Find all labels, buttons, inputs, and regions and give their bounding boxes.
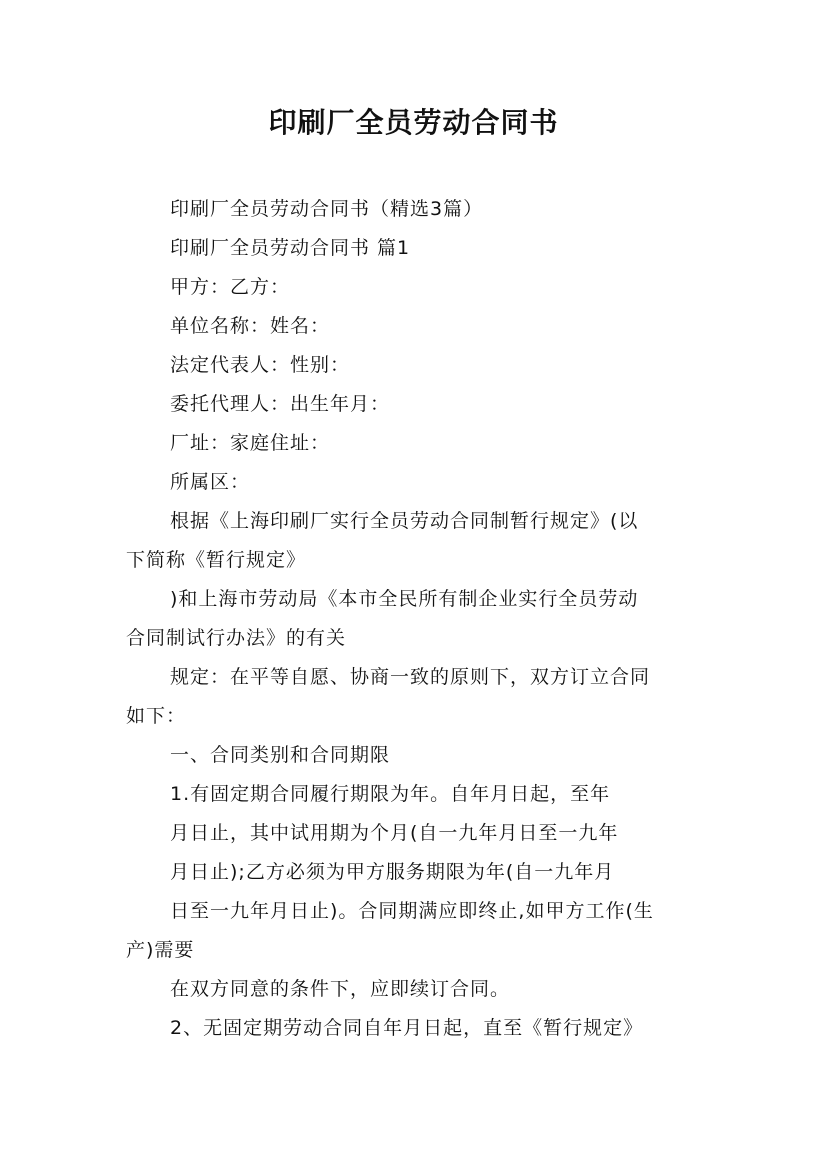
- text-line: 产)需要: [126, 939, 195, 961]
- text-line: )和上海市劳动局《本市全民所有制企业实行全员劳动: [170, 588, 639, 610]
- text-line: 2、无固定期劳动合同自年月日起，直至《暂行规定》: [170, 1017, 644, 1039]
- text-line: 1.有固定期合同履行期限为年。自年月日起，至年: [170, 783, 611, 805]
- text-line: 委托代理人：出生年月：: [170, 393, 391, 415]
- text-line: 法定代表人：性别：: [170, 354, 351, 376]
- document-body: [126, 190, 704, 1048]
- text-line: 厂址：家庭住址：: [170, 432, 331, 454]
- text-line: 下简称《暂行规定》: [126, 549, 307, 571]
- text-line: 规定：在平等自愿、协商一致的原则下，双方订立合同: [170, 666, 651, 688]
- text-line: 月日止，其中试用期为个月(自一九年月日至一九年: [170, 822, 619, 844]
- text-line: 单位名称：姓名：: [170, 315, 331, 337]
- text-line: 印刷厂全员劳动合同书（精选3篇）: [170, 198, 484, 220]
- text-line: 合同制试行办法》的有关: [126, 627, 347, 649]
- text-line: 所属区：: [170, 471, 251, 493]
- text-line: 月日止);乙方必须为甲方服务期限为年(自一九年月: [170, 861, 615, 883]
- text-line: 印刷厂全员劳动合同书 篇1: [170, 237, 411, 259]
- section-heading: 一、合同类别和合同期限: [170, 744, 391, 766]
- text-line: 在双方同意的条件下，应即续订合同。: [170, 978, 511, 1000]
- text-line: 日至一九年月日止)。合同期满应即终止,如甲方工作(生: [170, 900, 654, 922]
- document-title: 印刷厂全员劳动合同书: [268, 106, 559, 139]
- text-line: 根据《上海印刷厂实行全员劳动合同制暂行规定》(以: [170, 510, 639, 532]
- text-line: 如下：: [126, 705, 187, 727]
- text-line: 甲方：乙方：: [170, 276, 291, 298]
